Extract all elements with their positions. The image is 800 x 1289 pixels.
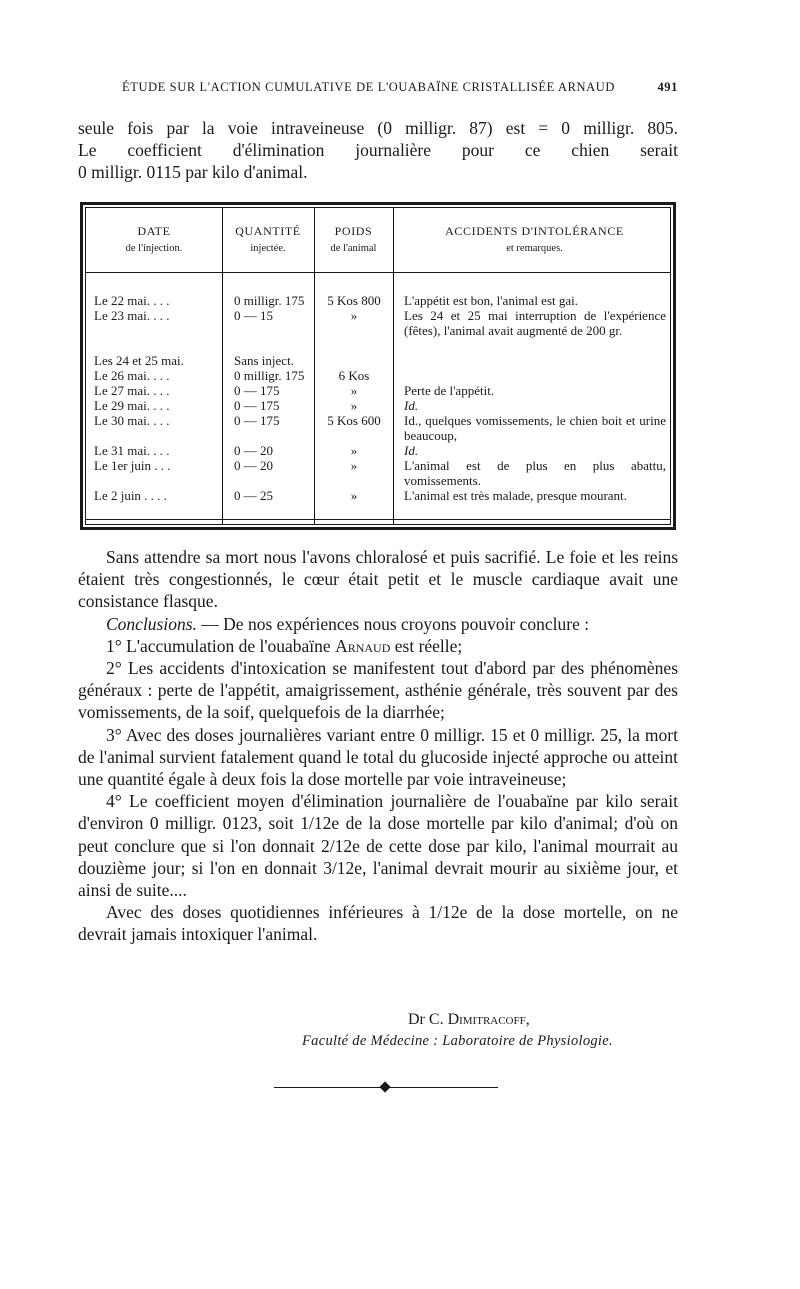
conclusions-label: Conclusions. <box>106 613 197 634</box>
intro-line-1: seule fois par la voie intraveineuse (0 milligr. 87) est = 0 milligr. 805. <box>78 118 678 138</box>
signature-name: C. Dimitracoff, <box>428 1011 530 1028</box>
th-poids: POIDS de l'animal <box>330 224 377 254</box>
header-rule <box>86 272 670 273</box>
author-name-arnaud: Arnaud <box>335 635 391 656</box>
intro-line-2: Le coefficient d'élimination journalière pour ce chien serait <box>78 140 678 161</box>
th-date: DATE de l'injection. <box>125 224 183 254</box>
col-divider <box>314 208 315 524</box>
paragraph-final: Avec des doses quotidiennes inférieures à 1/12e de la dose mortelle, on ne devrait jamais intoxiquer l'animal. <box>78 902 678 945</box>
th-quantite: QUANTITÉ injectée. <box>235 224 301 254</box>
injection-table: DATE de l'injection. QUANTITÉ injectée. POIDS de l'animal ACCIDENTS D'INTOLÉRANCE et remarques. Le 22 mai. . . . 0 milligr. 175 5 Kos 800 L'appétit est bon, l'animal est gai. Le 23 mai. . . . 0 — 15 » Les 24 et 25 mai interruption de l'expérience (fêtes), l'animal avait augmenté de 200 gr. Les 24 et 25 mai. Sans inject. Le 26 mai. . . . 0 milligr. 175 6 Kos Le 27 mai. . . . 0 — 175 » Perte de l'appétit. Le 29 mai. . . . 0 — 175 » Id. Le 30 mai. . . . 0 — 175 5 Kos 600 Id., quelques vomissements, le chien boit et urine beaucoup, Le 31 mai. . . . 0 — 20 » Id. Le 1er juin . . . 0 — 20 » L'animal est de plus en plus abattu, vomissements. Le 2 juin . . . . 0 — 25 » L'animal est très malade, presque mourant. <box>80 202 676 530</box>
body-text <box>78 546 678 946</box>
signature <box>408 1011 530 1029</box>
conclusion-3: 3° Avec des doses journalières variant entre 0 milligr. 15 et 0 milligr. 25, la mort de l'animal survient fatalement quand le total du glucoside injecté approche ou atteint une quantité égale à deux fois la dose mortelle par voie intraveineuse; <box>78 724 678 790</box>
paragraph-autopsy: Sans attendre sa mort nous l'avons chloralosé et puis sacrifié. Le foie et les reins étaient très congestionnés, le cœur était petit et le muscle cardiaque avait une consistance flasque. <box>78 547 678 612</box>
diamond-ornament-icon <box>379 1081 390 1092</box>
intro-line-3: 0 milligr. 0115 par kilo d'animal. <box>78 162 308 183</box>
intro-paragraph <box>78 117 678 184</box>
paragraph-conclusions <box>78 613 678 635</box>
ornamental-rule <box>274 1082 498 1094</box>
col-divider <box>393 208 394 524</box>
conclusion-1: 1° L'accumulation de l'ouabaïne Arnaud est réelle; <box>106 635 463 656</box>
signature-title: Dr <box>408 1011 425 1028</box>
th-accidents: ACCIDENTS D'INTOLÉRANCE et remarques. <box>445 224 624 254</box>
col-divider <box>222 208 223 524</box>
page-number: 491 <box>657 80 678 94</box>
signature-affiliation: Faculté de Médecine : Laboratoire de Physiologie. <box>302 1033 613 1049</box>
bottom-rule <box>86 519 670 520</box>
conclusions-intro: — De nos expériences nous croyons pouvoir conclure : <box>201 613 590 634</box>
conclusion-4: 4° Le coefficient moyen d'élimination journalière de l'ouabaïne par kilo serait d'environ 0 milligr. 0123, soit 1/12e de la dose mortelle par kilo d'animal; d'où on peut conclure que si l'on donnait 2/12e de cette dose par kilo, l'animal mourrait au douzième jour; si l'on en donnait 3/12e, l'animal devrait mourir au sixième jour, et ainsi de suite.... <box>78 791 678 901</box>
conclusion-2: 2° Les accidents d'intoxication se manifestent tout d'abord par des phénomènes généraux : perte de l'appétit, amaigrissement, asthénie générale, très souvent par des vomissements, de la soif, quelquefois de la diarrhée; <box>78 658 678 723</box>
running-title: ÉTUDE SUR L'ACTION CUMULATIVE DE L'OUABAÏNE CRISTALLISÉE ARNAUD <box>122 80 616 94</box>
